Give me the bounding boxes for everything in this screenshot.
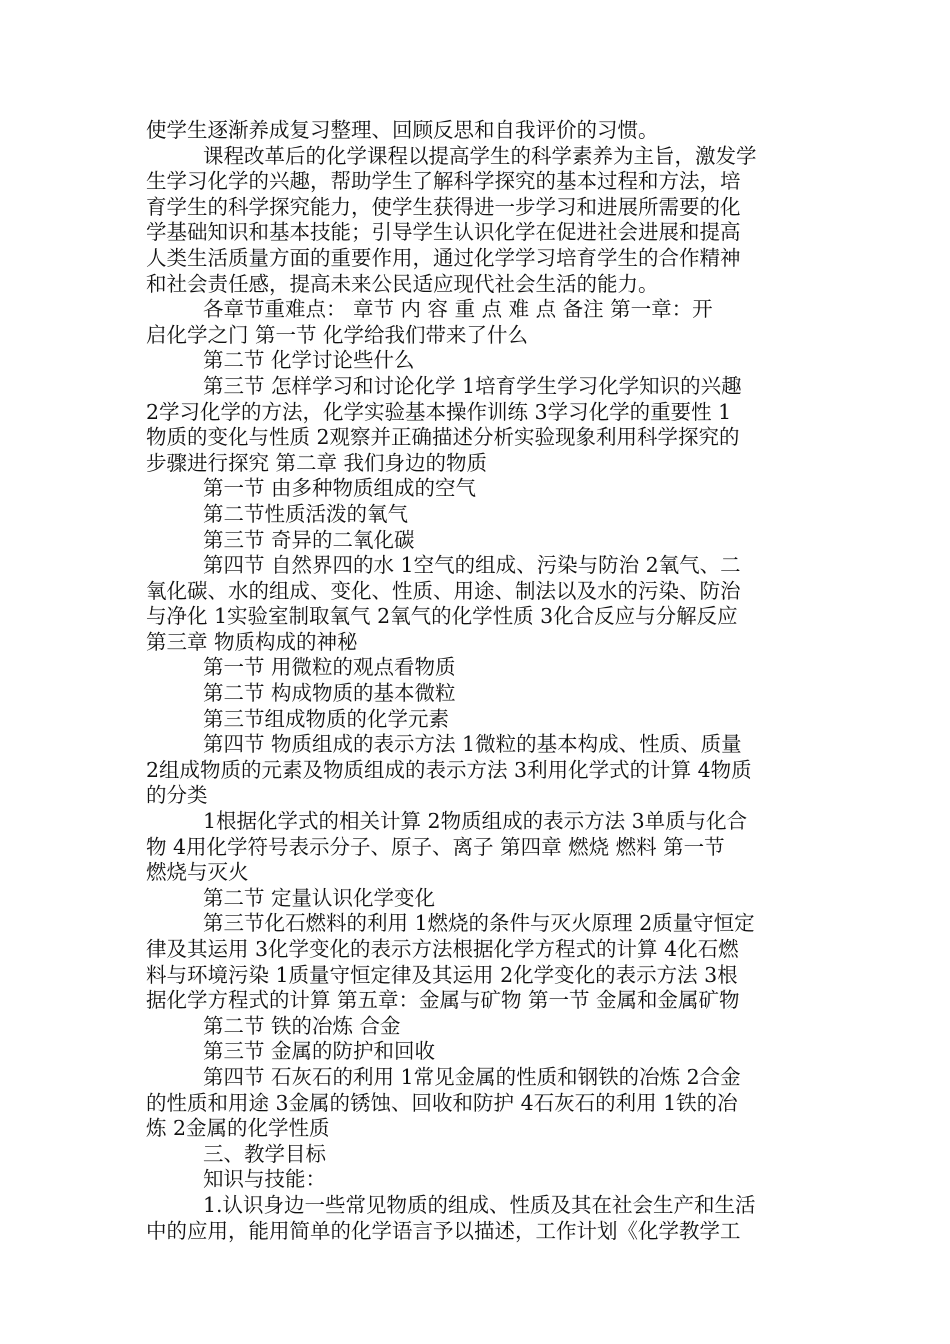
text-line: 生学习化学的兴趣，帮助学生了解科学探究的基本过程和方法，培 [146,169,741,194]
text-line: 使学生逐渐养成复习整理、回顾反思和自我评价的习惯。 [146,118,659,142]
text-line: 第三节 金属的防护和回收 [203,1039,436,1064]
text-line: 学基础知识和基本技能；引导学生认识化学在促进社会进展和提高 [146,220,741,245]
text-line: 第二节性质活泼的氧气 [203,501,408,526]
text-line: 第四节 石灰石的利用 1常见金属的性质和钢铁的冶炼 2合金 [203,1064,741,1089]
text-line: 第三节化石燃料的利用 1燃烧的条件与灭火原理 2质量守恒定 [203,911,755,936]
text-line: 第二节 构成物质的基本微粒 [203,681,456,706]
text-line: 第三章 物质构成的神秘 [146,629,358,654]
text-line: 步骤进行探究 第二章 我们身边的物质 [146,450,488,475]
text-line: 据化学方程式的计算 第五章：金属与矿物 第一节 金属和金属矿物 [146,988,740,1013]
text-line: 中的应用，能用简单的化学语言予以描述，工作计划《化学教学工 [146,1218,741,1243]
text-line: 第一节 用微粒的观点看物质 [203,655,456,680]
text-line: 启化学之门 第一节 化学给我们带来了什么 [146,322,529,347]
text-line: 1根据化学式的相关计算 2物质组成的表示方法 3单质与化合 [203,809,748,834]
text-line: 育学生的科学探究能力，使学生获得进一步学习和进展所需要的化 [146,194,741,219]
document-page [146,118,808,1244]
text-line: 燃烧与灭火 [146,860,249,885]
text-line: 第三节 奇异的二氧化碳 [203,527,415,552]
text-line: 人类生活质量方面的重要作用，通过化学学习培育学生的合作精神 [146,245,741,270]
text-line: 第三节 怎样学习和讨论化学 1培育学生学习化学知识的兴趣 [203,373,742,398]
text-line: 1.认识身边一些常见物质的组成、性质及其在社会生产和生活 [203,1192,756,1217]
text-line: 三、教学目标 [203,1141,326,1166]
text-line: 律及其运用 3化学变化的表示方法根据化学方程式的计算 4化石燃 [146,937,739,961]
text-line: 第二节 化学讨论些什么 [203,348,415,373]
text-line: 物 4用化学符号表示分子、原子、离子 第四章 燃烧 燃料 第一节 [146,834,725,859]
text-line: 第二节 定量认识化学变化 [203,885,436,910]
text-line: 和社会责任感，提高未来公民适应现代社会生活的能力。 [146,271,659,296]
text-line: 物质的变化与性质 2观察并正确描述分析实验现象利用科学探究的 [146,425,740,450]
text-line: 课程改革后的化学课程以提高学生的科学素养为主旨，激发学 [203,143,757,168]
text-line: 第四节 物质组成的表示方法 1微粒的基本构成、性质、质量 [203,732,742,757]
text-line: 2学习化学的方法，化学实验基本操作训练 3学习化学的重要性 1 [146,399,732,424]
text-line: 的性质和用途 3金属的锈蚀、回收和防护 4石灰石的利用 1铁的冶 [146,1090,738,1115]
text-line: 知识与技能： [203,1167,326,1192]
text-line: 氧化碳、水的组成、变化、性质、用途、制法以及水的污染、防治 [146,578,741,603]
text-line: 各章节重难点： 章节 内 容 重 点 难 点 备注 第一章：开 [203,297,713,322]
text-line: 的分类 [146,783,208,808]
text-line: 第四节 自然界四的水 1空气的组成、污染与防治 2氧气、二 [203,553,741,578]
text-line: 料与环境污染 1质量守恒定律及其运用 2化学变化的表示方法 3根 [146,962,738,987]
text-line: 第一节 由多种物质组成的空气 [203,476,477,501]
text-line: 第三节组成物质的化学元素 [203,706,449,731]
text-line: 炼 2金属的化学性质 [146,1116,330,1141]
text-line: 与净化 1实验室制取氧气 2氧气的化学性质 3化合反应与分解反应 [146,604,738,629]
text-line: 2组成物质的元素及物质组成的表示方法 3利用化学式的计算 4物质 [146,757,752,782]
text-line: 第二节 铁的冶炼 合金 [203,1013,401,1038]
